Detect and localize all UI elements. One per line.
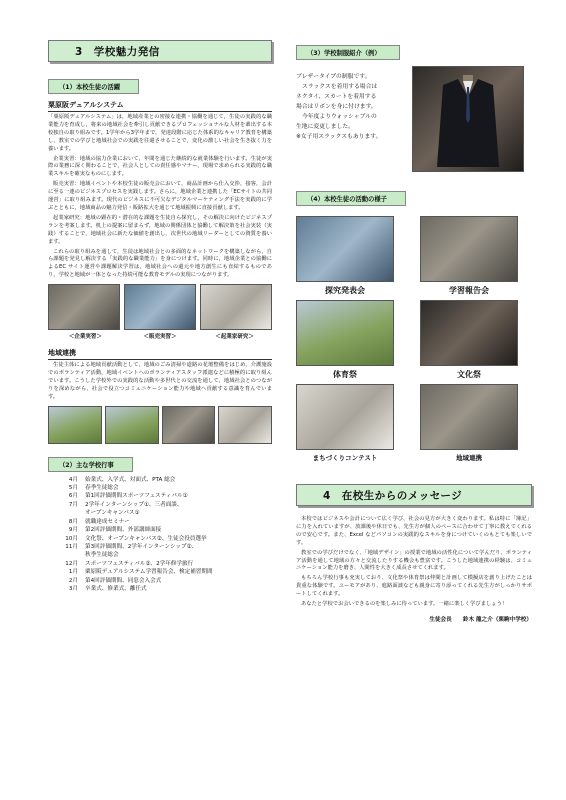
activity-card [296,300,394,380]
events-list [48,476,272,594]
community-photos [48,406,272,444]
photo-internship [48,284,120,330]
uniform-line: 生地に変更しました。 [296,124,354,130]
event-row: 9月 第2回評価期間、外部講師面接 [68,527,162,534]
uniform-line: スラックスを着用する場合は [302,84,378,90]
message-paragraph-1: 本校ではビジネスや会計について広く学び、社会の見方が大きく変わります。私は特に「簿記」に力を入れていますが、放課後や休日でも、先生方が個人のペースに合わせて丁寧に教えてくれるので安心です。また、Excel などパソコンの実践的なスキルを身につけていくのもとても楽しいです。 [296,516,532,546]
dual-system-photos [48,284,272,330]
dual-system-captions [48,332,272,340]
dual-system-sales: 販売実習：地域イベントや本校生徒の販売会において，商品計画から仕入交渉，接客，会計に至る一連のビジネスプロセスを実践します。さらに，地域企業と連携した「ECサイトの共同運営」に取り組みます。現代のビジネスに不可欠なデジタルマーケティング手法を実践的に学ぶとともに，地域商品の魅力発信・販路拡大を通じて地域振興に直接貢献します。 [48,181,272,211]
dual-system-entrepreneur: 起業家研究：地域の顕在的・潜在的な課題を生徒自ら探究し，その解決に向けたビジネスプランを考案します。机上の提案に留まらず，地域の関係団体と協働して解決策を社会実装（実践）することで，地域社会に新たな価値を創出し，次世代の地域リーダーとしての資質を養います。 [48,214,272,245]
uniform-line: ※女子用スラックスもあります。 [296,134,382,140]
subheading-school-events: （2）主な学校行事 [48,457,133,472]
event-row: 8月 就職達成セミナー [68,518,130,525]
photo-sales [124,284,196,330]
heading-dual-system: 粟原阪デュアルシステム [48,100,272,112]
event-row: 秋季生徒総会 [85,552,119,559]
dual-system-summary: これらの取り組みを通して，生徒は地域社会との多面的なネットワークを構築しながら，自ら課題を発見し解決する「実践的な職業能力」を身につけます。同時に，地域企業との協働によるEC サイト運営や課題解決学習は，地域社会への還元や地方創生にも直結するものであり，学校と地域が一体となった持続可能な教育モデルの実現につながります。 [48,248,272,279]
uniform-line: 場合はリボンを身に付けます。 [296,104,377,110]
section-4-title: 4 在校生からのメッセージ [296,484,532,506]
event-row: 1月 粟原阪デュアルシステム学習報告会、検定補習期間 [68,569,213,576]
event-row: 12月 スポーツフェスティバル②、2学年修学旅行 [65,560,194,567]
uniform-blazer-icon [413,67,523,171]
event-row: オープンキャンパス① [85,510,140,517]
photo-uniform [412,66,524,172]
uniform-line: ネクタイ、スカートを着用する [296,94,377,100]
photo-community-2 [105,406,159,444]
activity-card [420,384,518,462]
dual-system-internship: 企業実習：地域の協力企業において，年間を通じた継続的な就業体験を行います。生徒が実際の業務に深く関わることで，社会人としての責任感やマナー，現場で求められる実践的な職業スキルを確実なものにします。 [48,155,272,178]
activity-card [296,384,394,462]
student-message [296,516,532,623]
photo-sports-festival [296,300,394,366]
caption-town-contest: まちづくりコンテスト [312,454,378,462]
event-row: 7月 2学年インターンシップ①、三者面談、 [68,501,183,508]
left-column [48,40,272,593]
activity-card [420,300,518,380]
heading-community: 地域連携 [48,348,272,360]
message-paragraph-2: 教室での学びだけでなく、「地域デザイン」の授業で地域の活性化について学んだり、ボランティア活動を通して地域の方々と交流したりする機会も豊富です。こうした地域連携の経験は、コミュニケーション能力を磨き、人間性を大きく成長させてくれます。 [296,549,532,572]
photo-culture-festival [420,300,518,366]
photo-community-4 [218,406,272,444]
caption-community-link: 地域連携 [456,454,482,462]
community-text: 生徒主体による地域貢献活動として，地域のごみ清掃や道路の花壇整備をはじめ，介護施設でのボランティア活動，地域イベントへのボランティアスタッフ派遣などに積極的に取り組んでいます。こうした学校外での実践的な活動や多世代との交流を通して，地域社会とのつながりを深めながら，社会で役立つコミュニケーション能力や地域へ貢献する意識を育んでいます。 [48,362,272,400]
caption-culture-festival: 文化祭 [457,370,481,379]
event-row: 10月 文化祭、オープンキャンパス②、生徒会役員選挙 [65,535,207,542]
photo-town-contest [296,384,394,450]
uniform-line: 今年度よりウォッシャブルの [302,114,377,120]
caption-internship: ＜企業実習＞ [68,334,102,341]
event-row: 4月 始業式、入学式、対面式、PTA 総会 [68,476,176,483]
subheading-activities: （4）本校生徒の活動の様子 [296,191,406,206]
caption-learning-report: 学習報告会 [449,286,489,295]
activity-card [420,216,518,296]
uniform-description [296,72,406,172]
caption-sports-festival: 体育祭 [333,370,357,379]
photo-learning-report [420,216,518,282]
photo-community-3 [162,406,216,444]
activities-photo-grid [296,216,532,462]
subheading-student-activities: （1）本校生徒の活躍 [48,79,139,94]
activity-card [296,216,394,296]
uniform-line: ブレザータイプの制服です。 [296,74,371,80]
right-column [296,40,532,623]
signature: 生徒会長 鈴木 龍之介（栗駒中学校） [429,616,532,623]
photo-entrepreneur [200,284,272,330]
caption-research-presentation: 探究発表会 [325,286,365,295]
uniform-block [296,72,532,172]
subheading-uniform: （3）学校制服紹介（例） [296,45,400,60]
message-paragraph-4: あなたと学校でお会いできるのを楽しみに待っています。一緒に楽しく学びましょう！ [301,601,508,608]
photo-community-link [420,384,518,450]
caption-sales: ＜販売実習＞ [143,334,177,341]
message-paragraph-3: もちろん学校行事も充実しており、文化祭や体育祭は仲間と計画して模擬店を創り上げたことは貴重な体験です。ユーモアがあり、進路面談なども親身に寄り添ってくれる先生方がしっかりサポートしてくれます。 [296,575,532,598]
dual-system-intro: 「粟原阪デュアルシステム」は，地域産業との密接な連携・協働を通じて，生徒の実践的な職業能力を育成し，将来の地域社会を牽引し貢献できるプロフェッショナルな人材を輩出する本校独自の取り組みです。1学年から3学年まで，発達段階に応じた体系的なキャリア教育を構築し，教室での学びと地域社会での実践を往還させることで，変化の激しい社会を生き抜く力を養います。 [48,114,272,152]
section-3-title: 3 学校魅力発信 [48,40,272,62]
event-row: 5月 春季生徒総会 [68,485,119,492]
event-row: 6月 第1回評価期間スポーツフェスティバル① [68,493,188,500]
photo-research-presentation [296,216,394,282]
event-row: 11月 第3回評価期間、2学年インターンシップ②、 [65,543,198,550]
photo-community-1 [48,406,102,444]
caption-entrepreneur: ＜起業家研究＞ [215,334,254,341]
event-row: 3月 卒業式、修業式、離任式 [68,585,147,592]
event-row: 2月 第4回評価期間、同窓会入会式 [68,577,162,584]
